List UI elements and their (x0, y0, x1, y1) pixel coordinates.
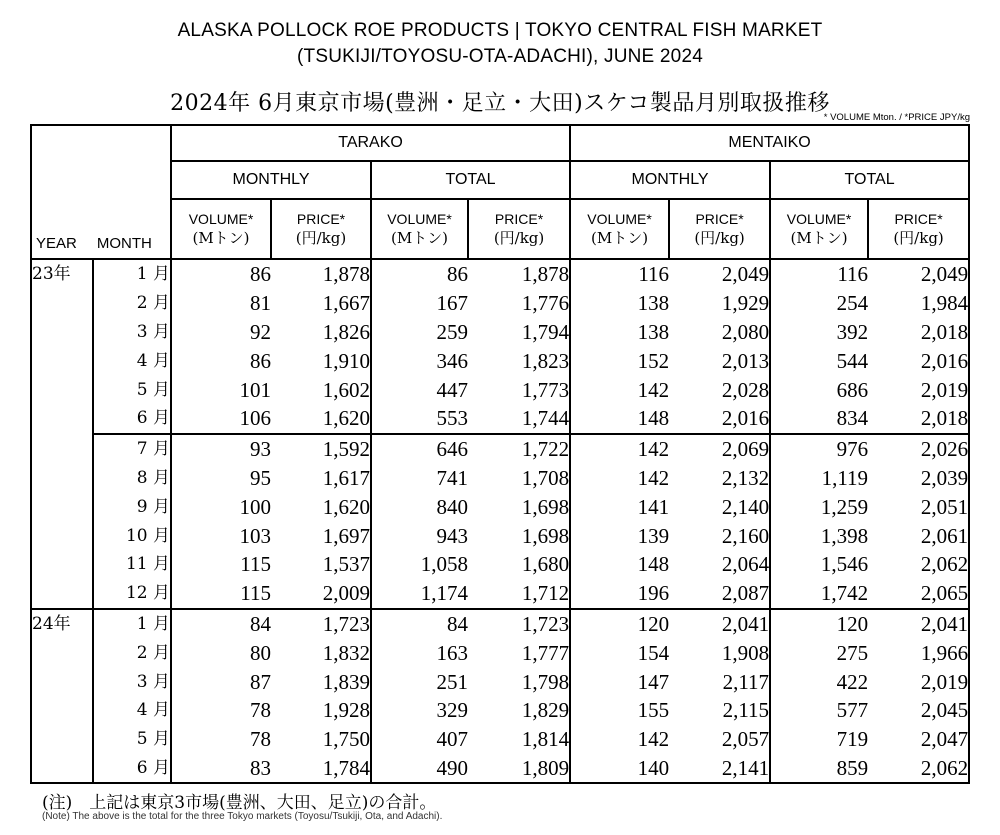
value-cell: 86 (171, 259, 271, 289)
table-row (31, 609, 969, 639)
value-cell: 1,966 (868, 638, 969, 667)
value-cell: 141 (637, 494, 670, 519)
value-cell: 544 (836, 348, 869, 373)
value-cell: 1,712 (468, 579, 570, 609)
header-mentaiko-monthly: MONTHLY (570, 161, 770, 199)
table-row (31, 346, 969, 375)
value-cell: 2,160 (669, 521, 770, 550)
header-tarako-monthly-price (271, 199, 371, 259)
value-cell: 1,814 (468, 725, 570, 754)
header-month: MONTH (96, 235, 152, 252)
value-cell: 120 (570, 609, 669, 639)
value-cell: 1,680 (468, 550, 570, 579)
value-cell: 120 (770, 609, 868, 639)
value-cell: 2,141 (669, 754, 770, 784)
value-cell: 167 (436, 291, 469, 316)
value-cell: 154 (637, 640, 670, 665)
month-cell: 7 月 (93, 434, 171, 464)
year-cell: 23年 (31, 259, 93, 289)
value-cell: 1,784 (271, 754, 371, 784)
value-cell: 87 (250, 669, 272, 694)
value-cell: 1,776 (468, 289, 570, 318)
value-cell: 407 (436, 727, 469, 752)
title-english-line1: ALASKA POLLOCK ROE PRODUCTS | TOKYO CENTRAL FISH MARKET (177, 20, 823, 41)
value-cell: 1,794 (468, 318, 570, 347)
value-cell: 2,041 (868, 609, 969, 639)
value-cell: 101 (239, 377, 272, 402)
value-cell: 251 (436, 669, 469, 694)
table-row (31, 579, 969, 609)
table-row (31, 638, 969, 667)
value-cell: 1,744 (468, 404, 570, 434)
month-cell: 3 月 (93, 318, 171, 347)
year-cell (31, 579, 93, 609)
value-cell: 2,080 (669, 318, 770, 347)
value-cell: 2,018 (868, 404, 969, 434)
value-cell: 329 (436, 698, 469, 723)
month-cell: 3 月 (93, 667, 171, 696)
header-tarako-total-price (468, 199, 570, 259)
year-cell (31, 725, 93, 754)
value-cell: 2,064 (669, 550, 770, 579)
value-cell: 1,798 (468, 667, 570, 696)
value-cell: 1,667 (271, 289, 371, 318)
value-cell: 138 (637, 319, 670, 344)
value-cell: 116 (770, 259, 868, 289)
header-tarako-monthly-volume-label: VOLUME* (188, 211, 254, 227)
year-cell (31, 521, 93, 550)
value-cell: 392 (836, 319, 869, 344)
value-cell: 84 (371, 609, 468, 639)
value-cell: 840 (436, 494, 469, 519)
header-year: YEAR (36, 235, 77, 252)
value-cell: 1,878 (468, 259, 570, 289)
value-cell: 2,028 (669, 375, 770, 404)
footnote-japanese: (注) 上記は東京3市場(豊洲、大田、足立)の合計。 (42, 793, 437, 813)
value-cell: 155 (637, 698, 670, 723)
value-cell: 2,009 (271, 579, 371, 609)
value-cell: 2,016 (868, 346, 969, 375)
table-row (31, 404, 969, 434)
year-cell (31, 464, 93, 493)
value-cell: 1,878 (271, 259, 371, 289)
month-cell: 9 月 (93, 492, 171, 521)
value-cell: 2,049 (669, 259, 770, 289)
header-mentaiko-total-volume-label: VOLUME* (786, 211, 852, 227)
month-cell: 5 月 (93, 725, 171, 754)
month-cell: 12 月 (93, 579, 171, 609)
value-cell: 142 (637, 465, 670, 490)
year-cell (31, 434, 93, 464)
value-cell: 259 (436, 319, 469, 344)
header-tarako-total-price-unit: (円/kg) (493, 229, 545, 247)
value-cell: 741 (436, 465, 469, 490)
header-mentaiko-monthly-volume-label: VOLUME* (587, 211, 652, 227)
value-cell: 859 (770, 754, 868, 784)
value-cell: 1,928 (271, 696, 371, 725)
table-row (31, 754, 969, 784)
value-cell: 148 (570, 404, 669, 434)
value-cell: 93 (171, 434, 271, 464)
value-cell: 2,013 (669, 346, 770, 375)
value-cell: 1,823 (468, 346, 570, 375)
value-cell: 447 (436, 377, 469, 402)
value-cell: 1,723 (271, 609, 371, 639)
month-cell: 4 月 (93, 346, 171, 375)
value-cell: 81 (250, 291, 272, 316)
year-cell (31, 550, 93, 579)
header-tarako-monthly-price-unit: (円/kg) (295, 229, 347, 247)
value-cell: 719 (836, 727, 869, 752)
value-cell: 943 (436, 523, 469, 548)
value-cell: 1,777 (468, 638, 570, 667)
roe-products-table (30, 124, 970, 784)
value-cell: 196 (570, 579, 669, 609)
value-cell: 1,592 (271, 434, 371, 464)
value-cell: 2,019 (868, 375, 969, 404)
value-cell: 1,984 (868, 289, 969, 318)
header-mentaiko-monthly-volume (570, 199, 669, 259)
value-cell: 275 (836, 640, 869, 665)
header-mentaiko: MENTAIKO (570, 125, 969, 161)
value-cell: 1,174 (371, 579, 468, 609)
value-cell: 2,140 (669, 492, 770, 521)
value-cell: 106 (171, 404, 271, 434)
value-cell: 2,087 (669, 579, 770, 609)
value-cell: 2,019 (868, 667, 969, 696)
value-cell: 1,929 (669, 289, 770, 318)
value-cell: 1,537 (271, 550, 371, 579)
header-mentaiko-total-price (868, 199, 969, 259)
value-cell: 1,722 (468, 434, 570, 464)
value-cell: 976 (770, 434, 868, 464)
header-mentaiko-total: TOTAL (770, 161, 969, 199)
header-mentaiko-monthly-price-label: PRICE* (695, 211, 744, 227)
year-cell (31, 696, 93, 725)
value-cell: 1,058 (420, 552, 469, 577)
value-cell: 254 (836, 291, 869, 316)
year-cell (31, 346, 93, 375)
value-cell: 142 (637, 727, 670, 752)
value-cell: 1,829 (468, 696, 570, 725)
table-row (31, 434, 969, 464)
header-tarako-monthly-volume (171, 199, 271, 259)
header-tarako-total-volume (371, 199, 468, 259)
header-tarako-monthly: MONTHLY (171, 161, 371, 199)
value-cell: 2,065 (868, 579, 969, 609)
month-cell: 8 月 (93, 464, 171, 493)
value-cell: 1,750 (271, 725, 371, 754)
value-cell: 80 (250, 640, 272, 665)
year-cell (31, 492, 93, 521)
year-cell (31, 754, 93, 784)
value-cell: 95 (250, 465, 272, 490)
header-mentaiko-monthly-price-unit: (円/kg) (694, 229, 745, 247)
value-cell: 78 (250, 727, 272, 752)
table-row (31, 667, 969, 696)
value-cell: 103 (239, 523, 272, 548)
value-cell: 2,062 (868, 550, 969, 579)
value-cell: 2,061 (868, 521, 969, 550)
year-cell (31, 404, 93, 434)
value-cell: 148 (637, 552, 670, 577)
value-cell: 163 (436, 640, 469, 665)
value-cell: 1,773 (468, 375, 570, 404)
value-cell: 92 (250, 319, 272, 344)
value-cell: 2,026 (868, 434, 969, 464)
value-cell: 115 (171, 579, 271, 609)
value-cell: 115 (240, 552, 272, 577)
value-cell: 2,069 (669, 434, 770, 464)
value-cell: 490 (371, 754, 468, 784)
value-cell: 834 (770, 404, 868, 434)
year-cell (31, 638, 93, 667)
value-cell: 1,602 (271, 375, 371, 404)
header-tarako-total-volume-unit: (Mトン) (390, 229, 449, 247)
header-tarako-total-price-label: PRICE* (494, 211, 544, 227)
value-cell: 1,723 (468, 609, 570, 639)
value-cell: 1,398 (820, 523, 869, 548)
value-cell: 1,908 (669, 638, 770, 667)
month-cell: 6 月 (93, 404, 171, 434)
value-cell: 116 (570, 259, 669, 289)
unit-note: * VOLUME Mton. / *PRICE JPY/kg (823, 112, 970, 123)
table-row (31, 318, 969, 347)
value-cell: 1,620 (271, 492, 371, 521)
table-row (31, 289, 969, 318)
value-cell: 686 (836, 377, 869, 402)
title-japanese: 2024年 6月東京市場(豊洲・足立・大田)スケコ製品月別取扱推移 (170, 91, 830, 116)
value-cell: 2,049 (868, 259, 969, 289)
month-cell: 11 月 (93, 550, 171, 579)
value-cell: 100 (239, 494, 272, 519)
month-cell: 10 月 (93, 521, 171, 550)
value-cell: 152 (637, 348, 670, 373)
year-cell (31, 318, 93, 347)
header-mentaiko-total-price-label: PRICE* (894, 211, 943, 227)
value-cell: 142 (570, 434, 669, 464)
value-cell: 2,016 (669, 404, 770, 434)
table-row (31, 464, 969, 493)
header-tarako: TARAKO (171, 125, 570, 161)
value-cell: 422 (836, 669, 869, 694)
value-cell: 147 (637, 669, 670, 694)
table-row (31, 492, 969, 521)
year-cell (31, 375, 93, 404)
value-cell: 1,119 (821, 465, 869, 490)
header-tarako-monthly-volume-unit: (Mトン) (192, 229, 250, 247)
value-cell: 1,259 (820, 494, 869, 519)
value-cell: 1,546 (820, 552, 869, 577)
value-cell: 2,062 (868, 754, 969, 784)
value-cell: 78 (250, 698, 272, 723)
month-cell: 1 月 (93, 609, 171, 639)
header-mentaiko-total-price-unit: (円/kg) (893, 229, 944, 247)
header-mentaiko-monthly-price (669, 199, 770, 259)
value-cell: 2,047 (868, 725, 969, 754)
table-row (31, 696, 969, 725)
table-row (31, 375, 969, 404)
value-cell: 1,910 (271, 346, 371, 375)
year-cell (31, 667, 93, 696)
value-cell: 2,115 (669, 696, 770, 725)
value-cell: 1,809 (468, 754, 570, 784)
value-cell: 346 (436, 348, 469, 373)
value-cell: 142 (637, 377, 670, 402)
value-cell: 2,039 (868, 464, 969, 493)
table-row (31, 550, 969, 579)
value-cell: 2,018 (868, 318, 969, 347)
table-row (31, 259, 969, 289)
value-cell: 2,041 (669, 609, 770, 639)
value-cell: 1,742 (770, 579, 868, 609)
month-cell: 2 月 (93, 289, 171, 318)
month-cell: 4 月 (93, 696, 171, 725)
header-tarako-total-volume-label: VOLUME* (387, 211, 452, 227)
value-cell: 2,132 (669, 464, 770, 493)
month-cell: 2 月 (93, 638, 171, 667)
value-cell: 1,839 (271, 667, 371, 696)
value-cell: 84 (171, 609, 271, 639)
header-mentaiko-monthly-volume-unit: (Mトン) (591, 229, 649, 247)
header-tarako-monthly-price-label: PRICE* (296, 211, 346, 227)
header-mentaiko-total-volume (770, 199, 868, 259)
footnote-english: (Note) The above is the total for the three Tokyo markets (Toyosu/Tsukiji, Ota, and Adachi). (42, 811, 443, 822)
value-cell: 138 (637, 291, 670, 316)
value-cell: 1,698 (468, 492, 570, 521)
value-cell: 1,832 (271, 638, 371, 667)
value-cell: 577 (836, 698, 869, 723)
header-mentaiko-total-volume-unit: (Mトン) (790, 229, 848, 247)
value-cell: 1,617 (271, 464, 371, 493)
year-month-header (31, 125, 171, 259)
month-cell: 1 月 (93, 259, 171, 289)
year-cell: 24年 (31, 609, 93, 639)
value-cell: 1,708 (468, 464, 570, 493)
value-cell: 86 (371, 259, 468, 289)
year-cell (31, 289, 93, 318)
header-tarako-total: TOTAL (371, 161, 570, 199)
month-cell: 6 月 (93, 754, 171, 784)
value-cell: 1,620 (271, 404, 371, 434)
month-cell: 5 月 (93, 375, 171, 404)
value-cell: 1,826 (271, 318, 371, 347)
table-row (31, 725, 969, 754)
value-cell: 2,051 (868, 492, 969, 521)
value-cell: 83 (171, 754, 271, 784)
value-cell: 553 (371, 404, 468, 434)
value-cell: 2,045 (868, 696, 969, 725)
value-cell: 139 (637, 523, 670, 548)
value-cell: 2,057 (669, 725, 770, 754)
value-cell: 2,117 (669, 667, 770, 696)
table-row (31, 521, 969, 550)
value-cell: 86 (250, 348, 272, 373)
value-cell: 1,697 (271, 521, 371, 550)
value-cell: 646 (371, 434, 468, 464)
title-english-line2: (TSUKIJI/TOYOSU-OTA-ADACHI), JUNE 2024 (297, 46, 703, 67)
value-cell: 140 (570, 754, 669, 784)
value-cell: 1,698 (468, 521, 570, 550)
